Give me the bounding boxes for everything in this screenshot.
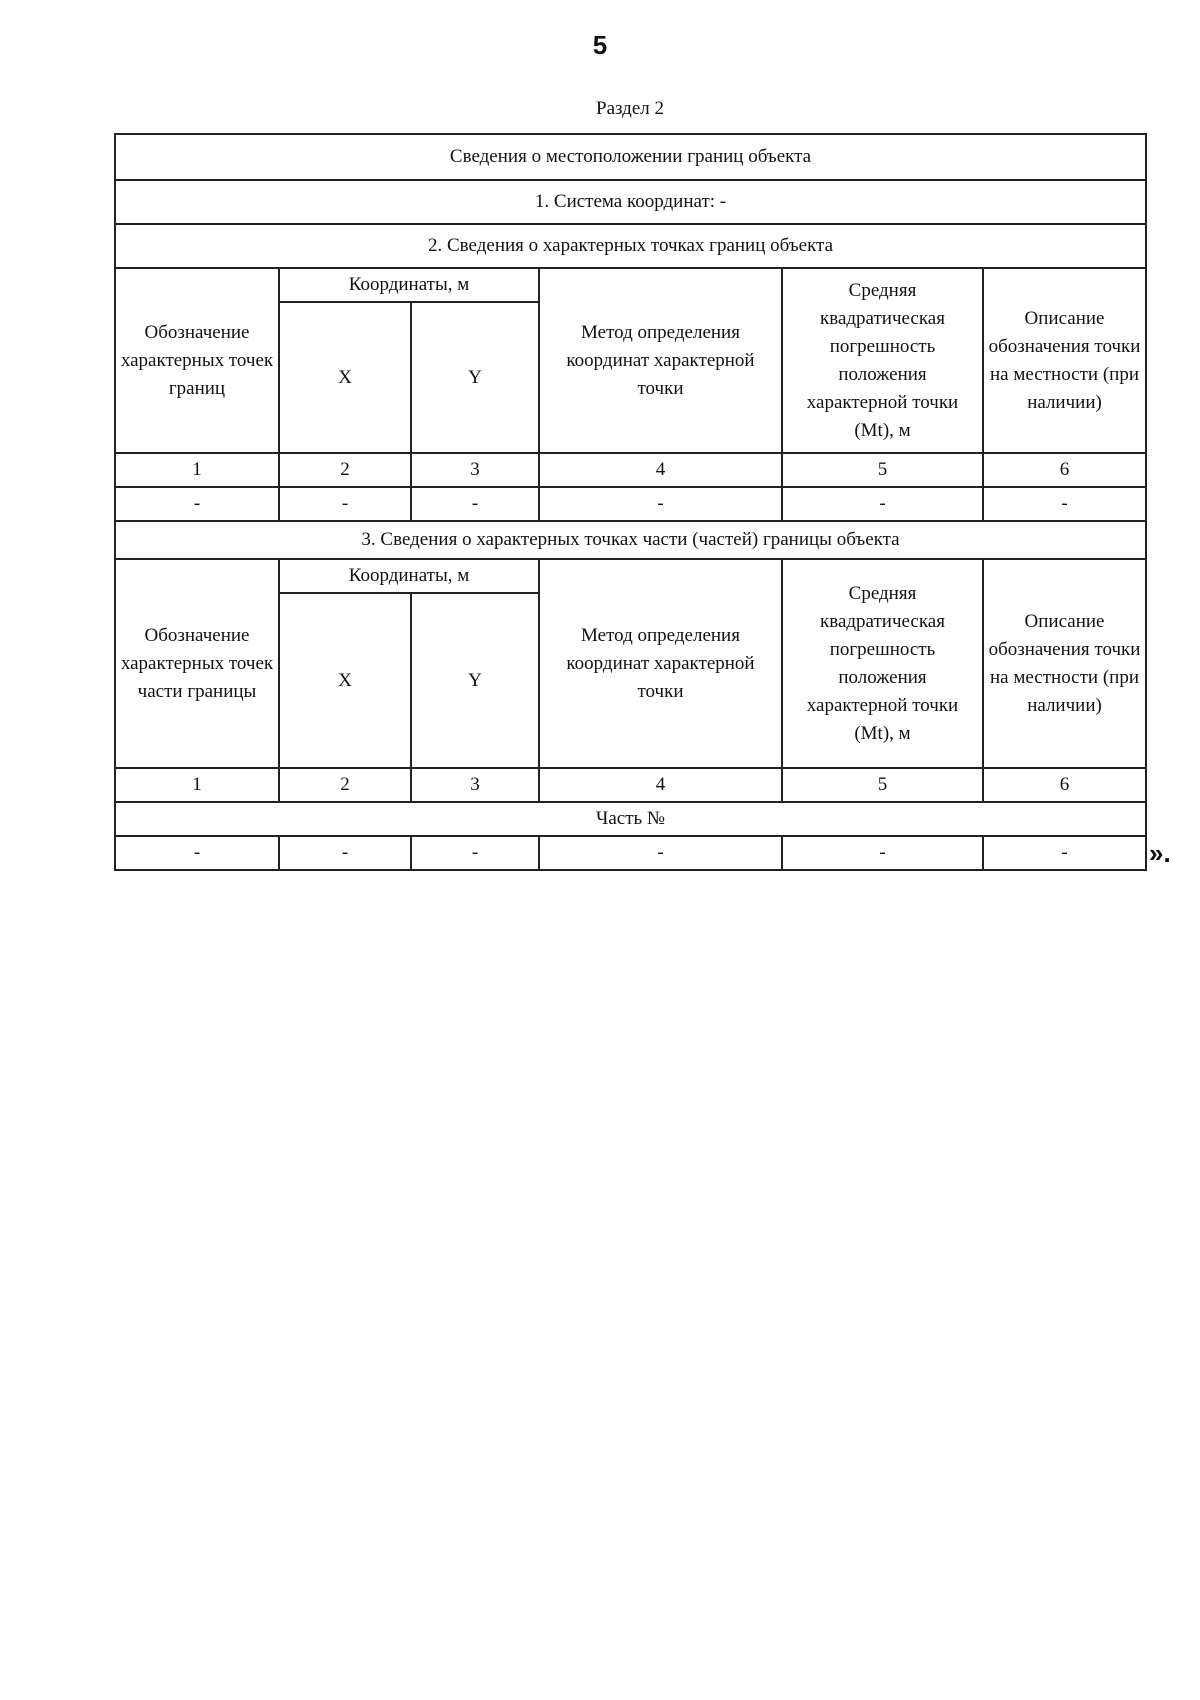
table-cell: - — [983, 836, 1146, 870]
block3-col-x: X — [279, 593, 411, 768]
block3-col-designation: Обозначение характерных точек части границы — [115, 559, 279, 768]
column-number: 6 — [983, 453, 1146, 487]
block2-col-method: Метод определения координат характерной точки — [539, 268, 782, 453]
table-cell: - — [115, 487, 279, 521]
section-label: Раздел 2 — [596, 98, 664, 119]
table-cell: - — [539, 836, 782, 870]
table-cell: - — [782, 836, 983, 870]
block2-col-designation: Обозначение характерных точек границ — [115, 268, 279, 453]
column-number: 1 — [115, 453, 279, 487]
table-cell: - — [115, 836, 279, 870]
column-number: 4 — [539, 768, 782, 802]
block2-col-description: Описание обозначения точки на местности (при наличии) — [983, 268, 1146, 453]
coordinate-system: 1. Система координат: - — [115, 180, 1146, 224]
block3-col-coords: Координаты, м — [279, 559, 539, 593]
column-number: 2 — [279, 453, 411, 487]
column-number: 5 — [782, 453, 983, 487]
block2-number-row — [115, 453, 1146, 487]
block2-col-coords: Координаты, м — [279, 268, 539, 302]
column-number: 1 — [115, 768, 279, 802]
block3-col-y: Y — [411, 593, 539, 768]
block3-number-row — [115, 768, 1146, 802]
column-number: 6 — [983, 768, 1146, 802]
block3-col-description: Описание обозначения точки на местности (при наличии) — [983, 559, 1146, 768]
block2-col-y: Y — [411, 302, 539, 453]
block2-col-error: Средняя квадратическая погрешность положения характерной точки (Mt), м — [782, 268, 983, 453]
block3-data-row — [115, 836, 1146, 870]
block3-col-method: Метод определения координат характерной точки — [539, 559, 782, 768]
table-cell: - — [411, 836, 539, 870]
column-number: 5 — [782, 768, 983, 802]
closing-quote-mark: ». — [1149, 838, 1171, 868]
block2-col-x: X — [279, 302, 411, 453]
table-title: Сведения о местоположении границ объекта — [115, 134, 1146, 180]
column-number: 3 — [411, 768, 539, 802]
table-cell: - — [279, 836, 411, 870]
table-cell: - — [782, 487, 983, 521]
column-number: 3 — [411, 453, 539, 487]
block3-col-error: Средняя квадратическая погрешность положения характерной точки (Mt), м — [782, 559, 983, 768]
table-cell: - — [539, 487, 782, 521]
part-label: Часть № — [115, 802, 1146, 836]
table-cell: - — [411, 487, 539, 521]
table-cell: - — [279, 487, 411, 521]
column-number: 2 — [279, 768, 411, 802]
block2-data-row — [115, 487, 1146, 521]
boundary-table — [114, 133, 1147, 871]
block2-heading: 2. Сведения о характерных точках границ объекта — [115, 224, 1146, 268]
page-number: 5 — [592, 30, 608, 60]
column-number: 4 — [539, 453, 782, 487]
table-cell: - — [983, 487, 1146, 521]
block3-heading: 3. Сведения о характерных точках части (частей) границы объекта — [115, 521, 1146, 559]
